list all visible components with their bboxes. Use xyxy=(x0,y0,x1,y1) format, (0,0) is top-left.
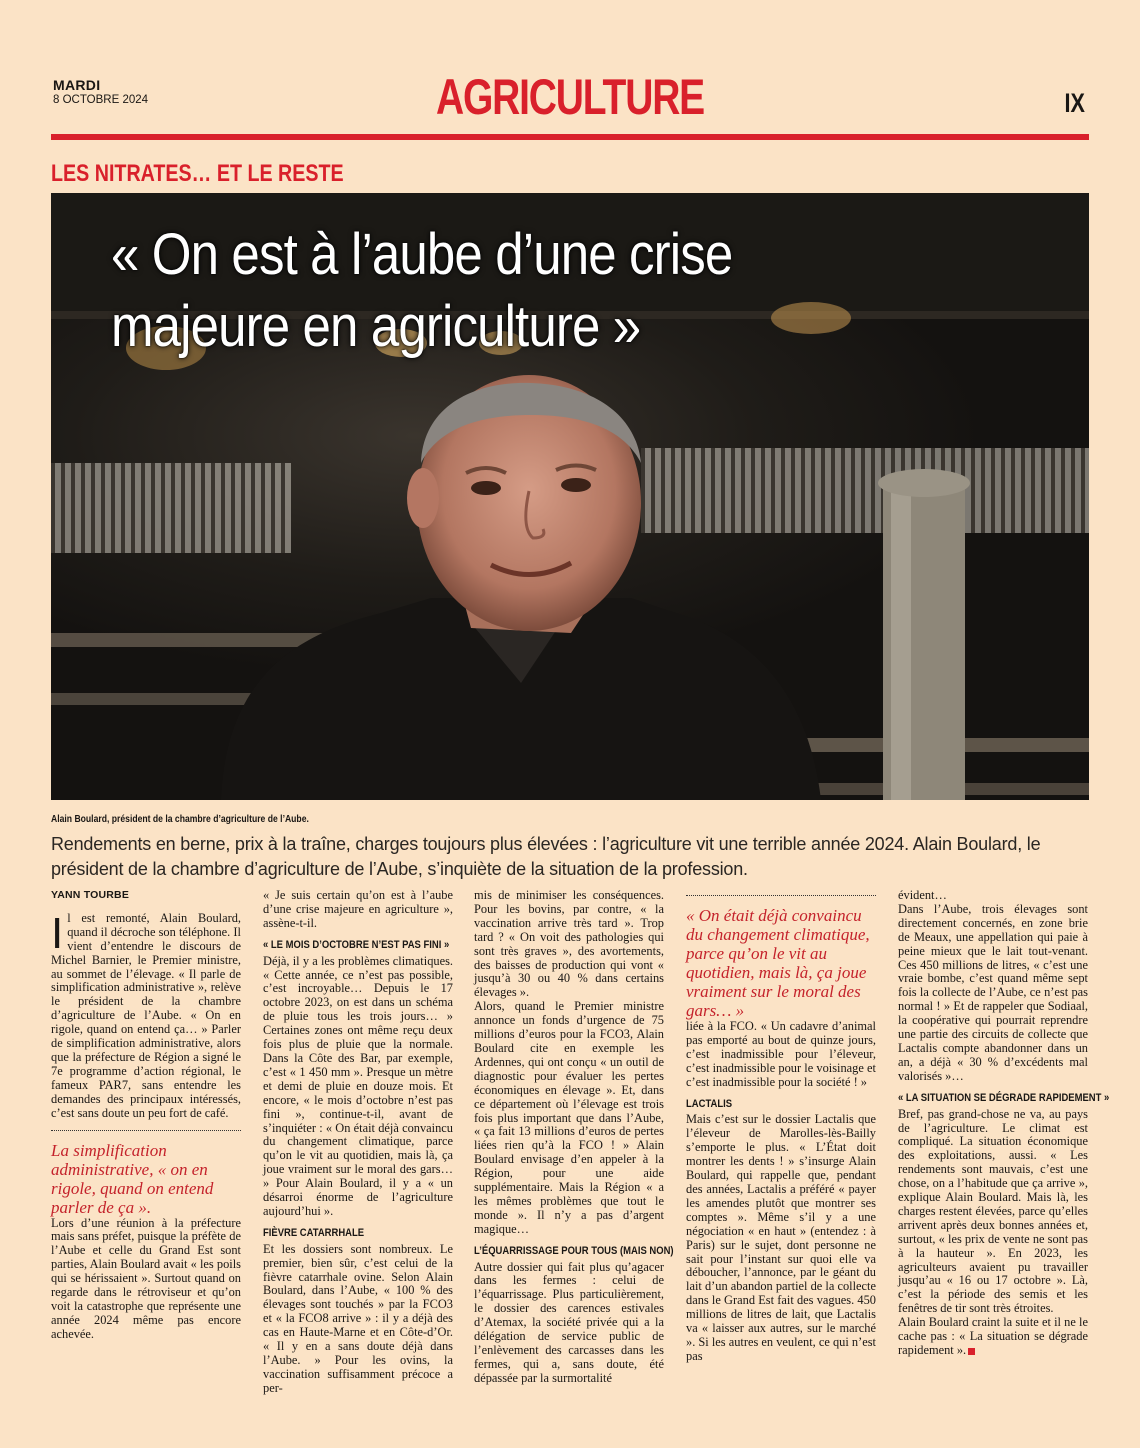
kicker: LES NITRATES… ET LE RESTE xyxy=(51,160,344,187)
standfirst: Rendements en berne, prix à la traîne, charges toujours plus élevées : l’agriculture vit une terrible année 2024. Alain Boulard, le président de la chambre d’agriculture de l’Aube, s’inquiète de la situation de la profession. xyxy=(51,834,1041,879)
column-1 xyxy=(51,889,241,1342)
end-mark-icon xyxy=(968,1348,975,1355)
subheading: FIÈVRE CATARRHALE xyxy=(263,1226,365,1239)
paragraph: Mais c’est sur le dossier Lactalis que l’éleveur de Marolles-lès-Bailly s’emporte le plus. « L’État doit montrer les dents ! » s’insurge Alain Boulard, qui rappelle que, pendant des années, Lactalis a préféré « payer les amendes plutôt que montrer ses comptes ». Même s’il y a une négociation « en haut » (entendez : à Paris) sur le sujet, dont personne ne sait pour l’instant sur quoi elle va déboucher, l’annonce, par le géant du lait d’un abandon partiel de la collecte dans le Grand Est fait des vagues. 450 millions de litres de lait, que Lactalis va « laisser aux autres, sur le marché ». Si les autres en veulent, ce qui n’est pas xyxy=(686,1112,876,1363)
headline xyxy=(111,219,903,363)
pull-quote: La simplification administrative, « on en rigole, quand on entend parler de ça ». xyxy=(51,1140,214,1217)
subheading: LACTALIS xyxy=(686,1097,733,1110)
header-day: MARDI xyxy=(53,77,101,93)
subheading: « LE MOIS D’OCTOBRE N’EST PAS FINI » xyxy=(263,938,450,951)
paragraph: « Je suis certain qu’on est à l’aube d’une crise majeure en agriculture », assène-t-il. xyxy=(263,888,453,930)
paragraph: Alain Boulard craint la suite et il ne le cache pas : « La situation se dégrade rapidement ». xyxy=(898,1315,1088,1357)
paragraph: Bref, pas grand-chose ne va, au pays de l’agriculture. Le climat est compliqué. La situation économique des exploitations, aussi. « Les rendements sont mauvais, c’est une chose, on a l’habitude que ça arrive », explique Alain Boulard. Mais là, les charges restent élevées, parce qu’elles arrivent après deux bonnes années et, surtout, « les prix de vente ne sont pas à la hauteur ». En 2023, les agriculteurs avaient pu travailler jusqu’au « 16 ou 17 octobre ». Là, c’est la période des semis et les fenêtres de tir sont très étroites. xyxy=(898,1106,1088,1316)
paragraph: Déjà, il y a les problèmes climatiques. « Cette année, ce n’est pas possible, c’est incroyable… Depuis le 17 octobre 2023, on est dans un schéma de pluie tous les trois jours… » Certaines zones ont même reçu deux fois plus de pluie que la normale. Dans la Côte des Bar, par exemple, c’est « 1 450 mm ». Presque un mètre et demi de pluie en douze mois. Et encore, « le mois d’octobre n’est pas fini », continue-t-il, avant de s’inquiéter : « On était déjà convaincu du changement climatique, parce qu’on le vit au quotidien, mais là, ça joue vraiment sur le moral des gars… » Pour Alain Boulard, il y a « un désarroi énorme de l’agriculture aujourd’hui ». xyxy=(263,953,453,1218)
paragraph: liée à la FCO. « Un cadavre d’animal pas emporté au bout de quinze jours, c’est inadmissible pour l’éleveur, c’est inadmissible pour le voisinage et c’est inadmissible pour la société ! » xyxy=(686,1019,876,1089)
headline-line-1: « On est à l’aube d’une crise xyxy=(111,222,733,287)
paragraph: Et les dossiers sont nombreux. Le premier, bien sûr, c’est celui de la fièvre catarrhale ovine. Selon Alain Boulard, dans l’Aube, « 100 % des élevages sont touchés » par la FCO3 et « la FCO8 arrive » : il y a déjà des cas en Haute-Marne et en Côte-d’Or. « Il y en a sans doute déjà dans l’Aube. » Pour les ovins, la vaccination suffisamment précoce a per- xyxy=(263,1241,453,1395)
column-4 xyxy=(686,889,876,1364)
section-title: AGRICULTURE xyxy=(435,69,705,125)
subheading: « LA SITUATION SE DÉGRADE RAPIDEMENT » xyxy=(898,1091,1110,1104)
drop-cap: I xyxy=(51,908,64,958)
paragraph: Lors d’une réunion à la préfecture mais sans préfet, puisque la préfète de l’Aube et celle du Grand Est sont parties, Alain Boulard avait « les poils qui se hérissaient ». Surtout quand on regarde dans le rétroviseur et qu’on voit la catastrophe que représente une année 2024 même pas encore achevée. xyxy=(51,1215,241,1341)
column-2 xyxy=(263,889,453,1396)
column-5 xyxy=(898,888,1110,1358)
headline-line-2: majeure en agriculture » xyxy=(111,294,641,359)
pull-quote: « On était déjà convaincu du changement climatique, parce qu’on le vit au quotidien, mais là, ça joue vraiment sur le moral des gars… » xyxy=(686,906,870,1020)
subheading: L’ÉQUARRISSAGE POUR TOUS (MAIS NON) xyxy=(474,1244,674,1257)
column-3 xyxy=(474,888,674,1386)
page-number: IX xyxy=(1065,88,1086,118)
byline: YANN TOURBE xyxy=(51,889,130,901)
header-date: 8 OCTOBRE 2024 xyxy=(53,94,149,106)
photo-caption: Alain Boulard, président de la chambre d’agriculture de l’Aube. xyxy=(51,813,309,825)
article-photo xyxy=(51,193,1089,800)
paragraph: Alors, quand le Premier ministre annonce un fonds d’urgence de 75 millions d’euros pour la FCO3, Alain Boulard cite en exemple les Ardennes, qui ont conçu « un outil de diagnostic pour évaluer les pertes économiques en élevage ». Et, dans ce département où l’élevage est trois fois plus important que dans l’Aube, « ça fait 13 millions d’euros de pertes liées rien qu’à la FCO ! » Alain Boulard envisage d’en appeler à la Région, pour une aide supplémentaire. Mais la Région « a les mêmes problèmes que tout le monde ». Il n’y a pas d’argent magique… xyxy=(474,999,664,1236)
paragraph: Il est remonté, Alain Boulard, quand il décroche son téléphone. Il vient d’entendre le discours de Michel Barnier, le Premier ministre, au sommet de l’élevage. « Il parle de simplification administrative », relève le président de la chambre d’agriculture de l’Aube. « On en rigole, quand on entend ça… » Parler de simplification administrative, alors que la préfecture de Région a signé le 7e programme d’action régional, le fameux PAR7, sans entendre les demandes des principaux intéressés, c’est sans doute un peu fort de café. xyxy=(51,908,241,1120)
paragraph: Autre dossier qui fait plus qu’agacer dans les fermes : celui de l’équarrissage. Plus particulièrement, le dossier des carences estivales d’Atemax, la société privée qui a la délégation de service public de l’enlèvement des carcasses dans les fermes, qui a, sans doute, été dépassée par la surmortalité xyxy=(474,1259,664,1385)
paragraph: mis de minimiser les conséquences. Pour les bovins, par contre, « la vaccination arrive très tard ». Trop tard ? « On voit des pathologies qui sont très graves », des avortements, des baisses de production qui vont « jusqu’à 30 ou 40 % dans certains élevages ». xyxy=(474,888,664,1000)
divider xyxy=(51,1130,241,1131)
paragraph: évident… xyxy=(898,888,947,902)
divider xyxy=(686,895,876,896)
header-rule xyxy=(51,134,1089,140)
paragraph: Dans l’Aube, trois élevages sont directement concernés, en zone brie de Meaux, une appellation qui paie à peine mieux que le lait tout-venant. Ces 450 millions de litres, « c’est une vraie bombe, c’est quand même sept fois la collecte de l’Aube, ce n’est pas normal ! » Et de rappeler que Sodiaal, la coopérative qui pourrait reprendre une partie des circuits de collecte que Lactalis compte abandonner dans un an, a déjà « 30 % d’excédents mal valorisés »… xyxy=(898,901,1088,1083)
